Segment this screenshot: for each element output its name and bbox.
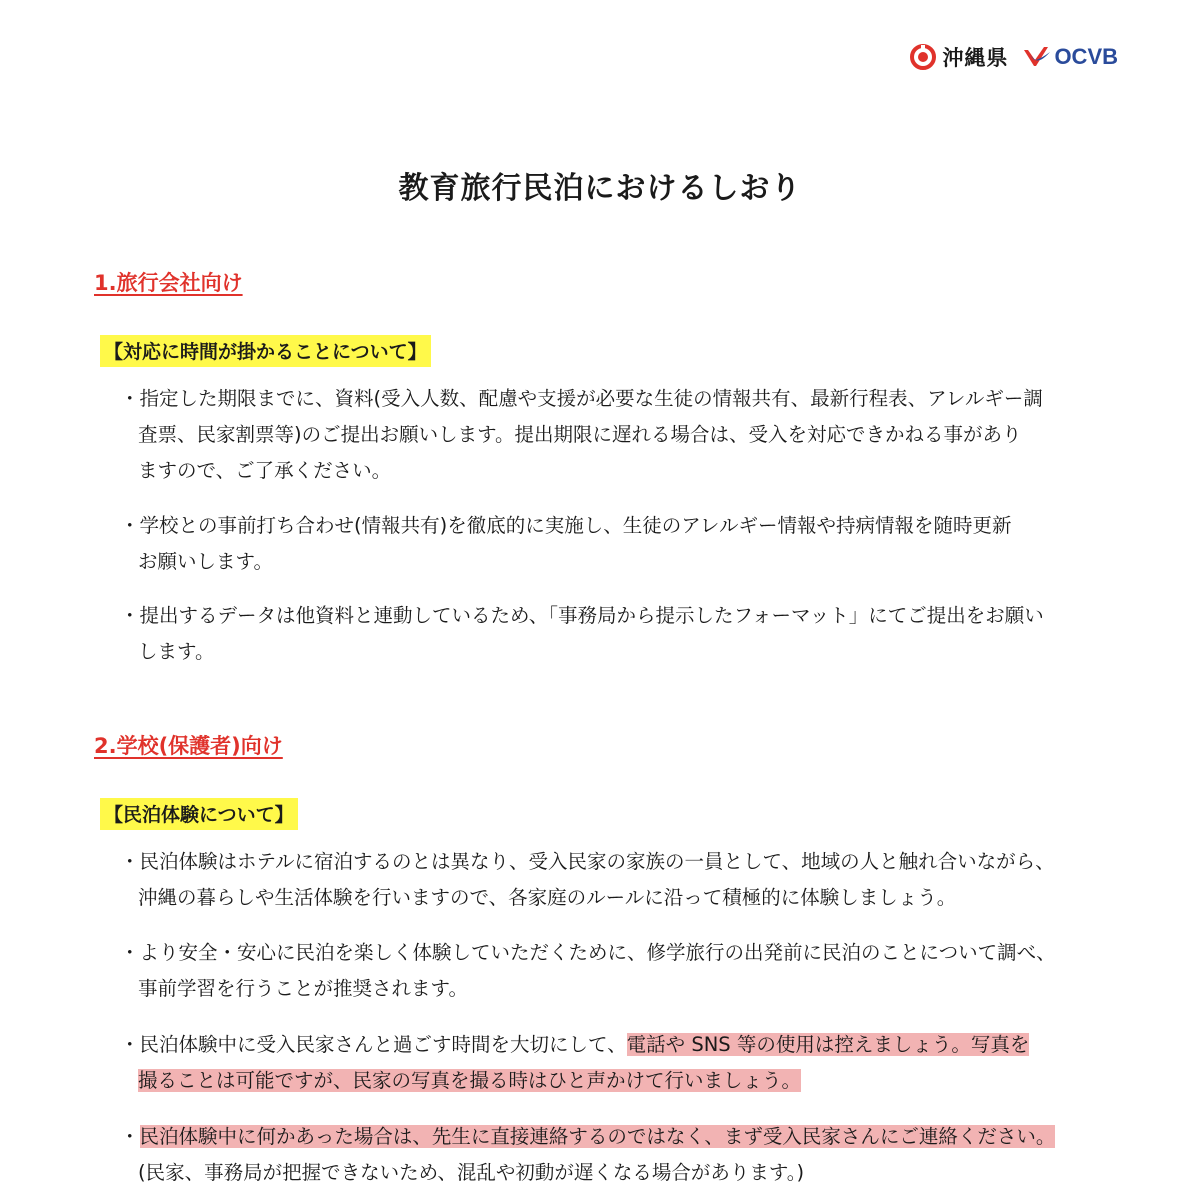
bullet-line: ・学校との事前打ち合わせ(情報共有)を徹底的に実施し、生徒のアレルギー情報や持病情報を随時更新: [120, 514, 1012, 537]
ocvb-bird-icon: [1022, 44, 1052, 70]
highlighted-text: 民泊体験中に何かあった場合は、先生に直接連絡するのではなく、まず受入民家さんにご連絡ください。: [139, 1125, 1056, 1148]
bullet-line: します。: [138, 640, 215, 663]
section2-bullet-4: [120, 1119, 1130, 1191]
section2-bullet-2: [120, 935, 1130, 1007]
section1-bullet-2: [120, 508, 1130, 580]
bullet-line: ・民泊体験はホテルに宿泊するのとは異なり、受入民家の家族の一員として、地域の人と触れ合いながら、: [120, 850, 1055, 873]
section2-subheading: 【民泊体験について】: [100, 798, 298, 830]
bullet-marker: ・: [120, 1125, 140, 1148]
okinawa-prefecture-logo: [910, 42, 1008, 72]
bullet-line: 沖縄の暮らしや生活体験を行いますので、各家庭のルールに沿って積極的に体験しましょう。: [138, 886, 957, 909]
section1-bullet-3: [120, 598, 1130, 670]
bullet-line: ・指定した期限までに、資料(受入人数、配慮や支援が必要な生徒の情報共有、最新行程表、アレルギー調: [120, 387, 1043, 410]
section2-heading: 2.学校(保護者)向け: [94, 734, 283, 758]
bullet-line: お願いします。: [138, 550, 273, 573]
ocvb-wordmark: OCVB: [1054, 44, 1118, 69]
header-logos: [910, 42, 1118, 72]
bullet-line: 査票、民家割票等)のご提出お願いします。提出期限に遅れる場合は、受入を対応できかねる事があり: [138, 423, 1022, 446]
section1-heading: 1.旅行会社向け: [94, 271, 243, 295]
bullet-line: ・より安全・安心に民泊を楽しく体験していただくために、修学旅行の出発前に民泊のことについて調べ、: [120, 941, 1056, 964]
bullet-line: [120, 1063, 1130, 1099]
okinawa-emblem-icon: [910, 44, 936, 70]
bullet-line: (民家、事務局が把握できないため、混乱や初動が遅くなる場合があります。): [138, 1161, 805, 1184]
section1-subheading: 【対応に時間が掛かることについて】: [100, 335, 431, 367]
prefecture-name: 沖縄県: [942, 46, 1009, 70]
bullet-line: [120, 1027, 1130, 1063]
document-title: 教育旅行民泊におけるしおり: [398, 171, 802, 206]
section2-bullet-3: [120, 1027, 1130, 1099]
bullet-line: ますので、ご了承ください。: [138, 459, 392, 482]
bullet-line: ・提出するデータは他資料と連動しているため、「事務局から提示したフォーマット」にてご提出をお願い: [120, 604, 1044, 627]
section1-bullet-1: [120, 381, 1130, 489]
highlighted-text: 撮ることは可能ですが、民家の写真を撮る時はひと声かけて行いましょう。: [138, 1069, 802, 1092]
bullet-line: 事前学習を行うことが推奨されます。: [138, 977, 468, 1000]
ocvb-logo: [1022, 44, 1118, 70]
bullet-line: [120, 1119, 1130, 1155]
bullet-text: ・民泊体験中に受入民家さんと過ごす時間を大切にして、: [120, 1033, 627, 1056]
section2-bullet-1: [120, 844, 1130, 916]
highlighted-text: 電話や SNS 等の使用は控えましょう。写真を: [626, 1033, 1030, 1056]
